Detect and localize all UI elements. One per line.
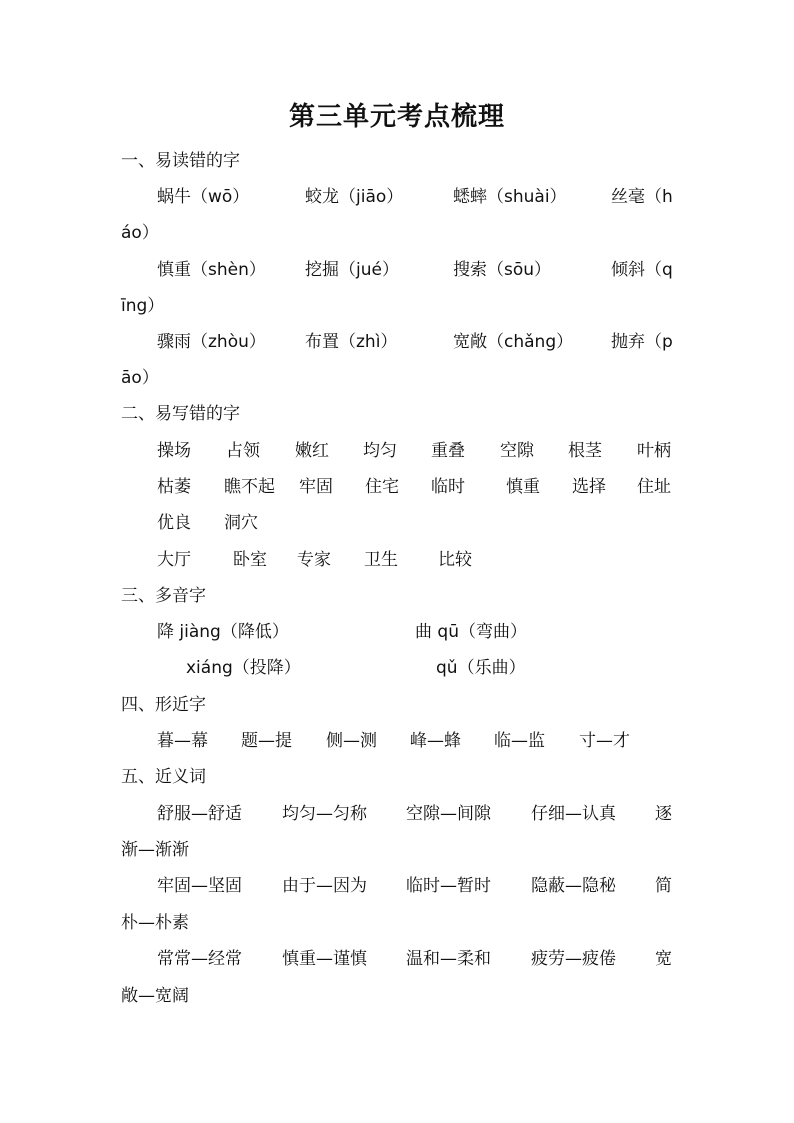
reading-item: 骤雨（zhòu） <box>157 332 266 352</box>
similar-char-item: 峰—蜂 <box>410 731 461 751</box>
similar-char-item: 侧—测 <box>326 731 377 751</box>
word-item: 优良 <box>157 513 191 533</box>
reading-item: 挖掘（jué） <box>305 260 399 280</box>
similar-char-item: 暮—幕 <box>157 731 208 751</box>
word-item: 嫩红 <box>295 441 329 461</box>
word-item: 牢固 <box>299 477 333 497</box>
reading-item: 倾斜（q <box>611 260 673 280</box>
word-item: 大厅 <box>157 550 191 570</box>
section-heading: 五、近义词 <box>121 767 206 787</box>
synonym-item: 牢固—坚固 <box>157 876 242 896</box>
word-item: 空隙 <box>500 441 534 461</box>
synonym-item-wrap: 朴—朴素 <box>121 913 189 933</box>
reading-item: 慎重（shèn） <box>157 260 266 280</box>
word-item: 卧室 <box>233 550 267 570</box>
reading-item: 丝毫（h <box>611 187 673 207</box>
synonym-item: 隐蔽—隐秘 <box>531 876 616 896</box>
reading-item: 搜索（sōu） <box>453 260 552 280</box>
word-item: 操场 <box>157 441 191 461</box>
synonym-item: 仔细—认真 <box>531 804 616 824</box>
word-item: 重叠 <box>431 441 465 461</box>
synonym-item: 常常—经常 <box>157 949 242 969</box>
polyphone-item: 曲 qū（弯曲） <box>415 622 527 642</box>
synonym-item: 舒服—舒适 <box>157 804 242 824</box>
reading-item-wrap: āo） <box>121 368 159 388</box>
polyphone-item: qǔ（乐曲） <box>436 658 526 678</box>
reading-item: 蟋蟀（shuài） <box>453 187 567 207</box>
synonym-item: 温和—柔和 <box>406 949 491 969</box>
reading-item: 抛弃（p <box>611 332 673 352</box>
synonym-item: 疲劳—疲倦 <box>531 949 616 969</box>
synonym-item: 简 <box>655 876 672 896</box>
reading-item: 布置（zhì） <box>305 332 398 352</box>
word-item: 专家 <box>297 550 331 570</box>
synonym-item: 空隙—间隙 <box>406 804 491 824</box>
reading-item-wrap: áo） <box>121 223 159 243</box>
polyphone-item: 降 jiàng（降低） <box>157 622 289 642</box>
similar-char-item: 题—提 <box>241 731 292 751</box>
word-item: 住址 <box>637 477 671 497</box>
word-item: 慎重 <box>506 477 540 497</box>
word-item: 均匀 <box>363 441 397 461</box>
synonym-item: 均匀—匀称 <box>282 804 367 824</box>
synonym-item-wrap: 渐—渐渐 <box>121 840 189 860</box>
similar-char-item: 临—监 <box>494 731 545 751</box>
synonym-item: 宽 <box>655 949 672 969</box>
word-item: 根茎 <box>568 441 602 461</box>
word-item: 选择 <box>572 477 606 497</box>
word-item: 洞穴 <box>224 513 258 533</box>
reading-item-wrap: īng） <box>121 296 165 316</box>
polyphone-item: xiáng（投降） <box>186 658 301 678</box>
word-item: 枯萎 <box>157 477 191 497</box>
section-heading: 三、多音字 <box>121 586 206 606</box>
similar-char-item: 寸—才 <box>579 731 630 751</box>
section-heading: 二、易写错的字 <box>121 404 240 424</box>
word-item: 住宅 <box>365 477 399 497</box>
section-heading: 四、形近字 <box>121 695 206 715</box>
synonym-item: 逐 <box>655 804 672 824</box>
section-heading: 一、易读错的字 <box>121 151 240 171</box>
reading-item: 宽敞（chǎng） <box>453 332 574 352</box>
page-title: 第三单元考点梳理 <box>288 102 505 132</box>
synonym-item: 临时—暂时 <box>406 876 491 896</box>
reading-item: 蛟龙（jiāo） <box>305 187 404 207</box>
word-item: 临时 <box>431 477 465 497</box>
word-item: 瞧不起 <box>224 477 275 497</box>
synonym-item-wrap: 敞—宽阔 <box>121 986 189 1006</box>
word-item: 占领 <box>226 441 260 461</box>
word-item: 比较 <box>438 550 472 570</box>
synonym-item: 慎重—谨慎 <box>282 949 367 969</box>
reading-item: 蜗牛（wō） <box>157 187 250 207</box>
word-item: 叶柄 <box>637 441 671 461</box>
word-item: 卫生 <box>364 550 398 570</box>
synonym-item: 由于—因为 <box>282 876 367 896</box>
